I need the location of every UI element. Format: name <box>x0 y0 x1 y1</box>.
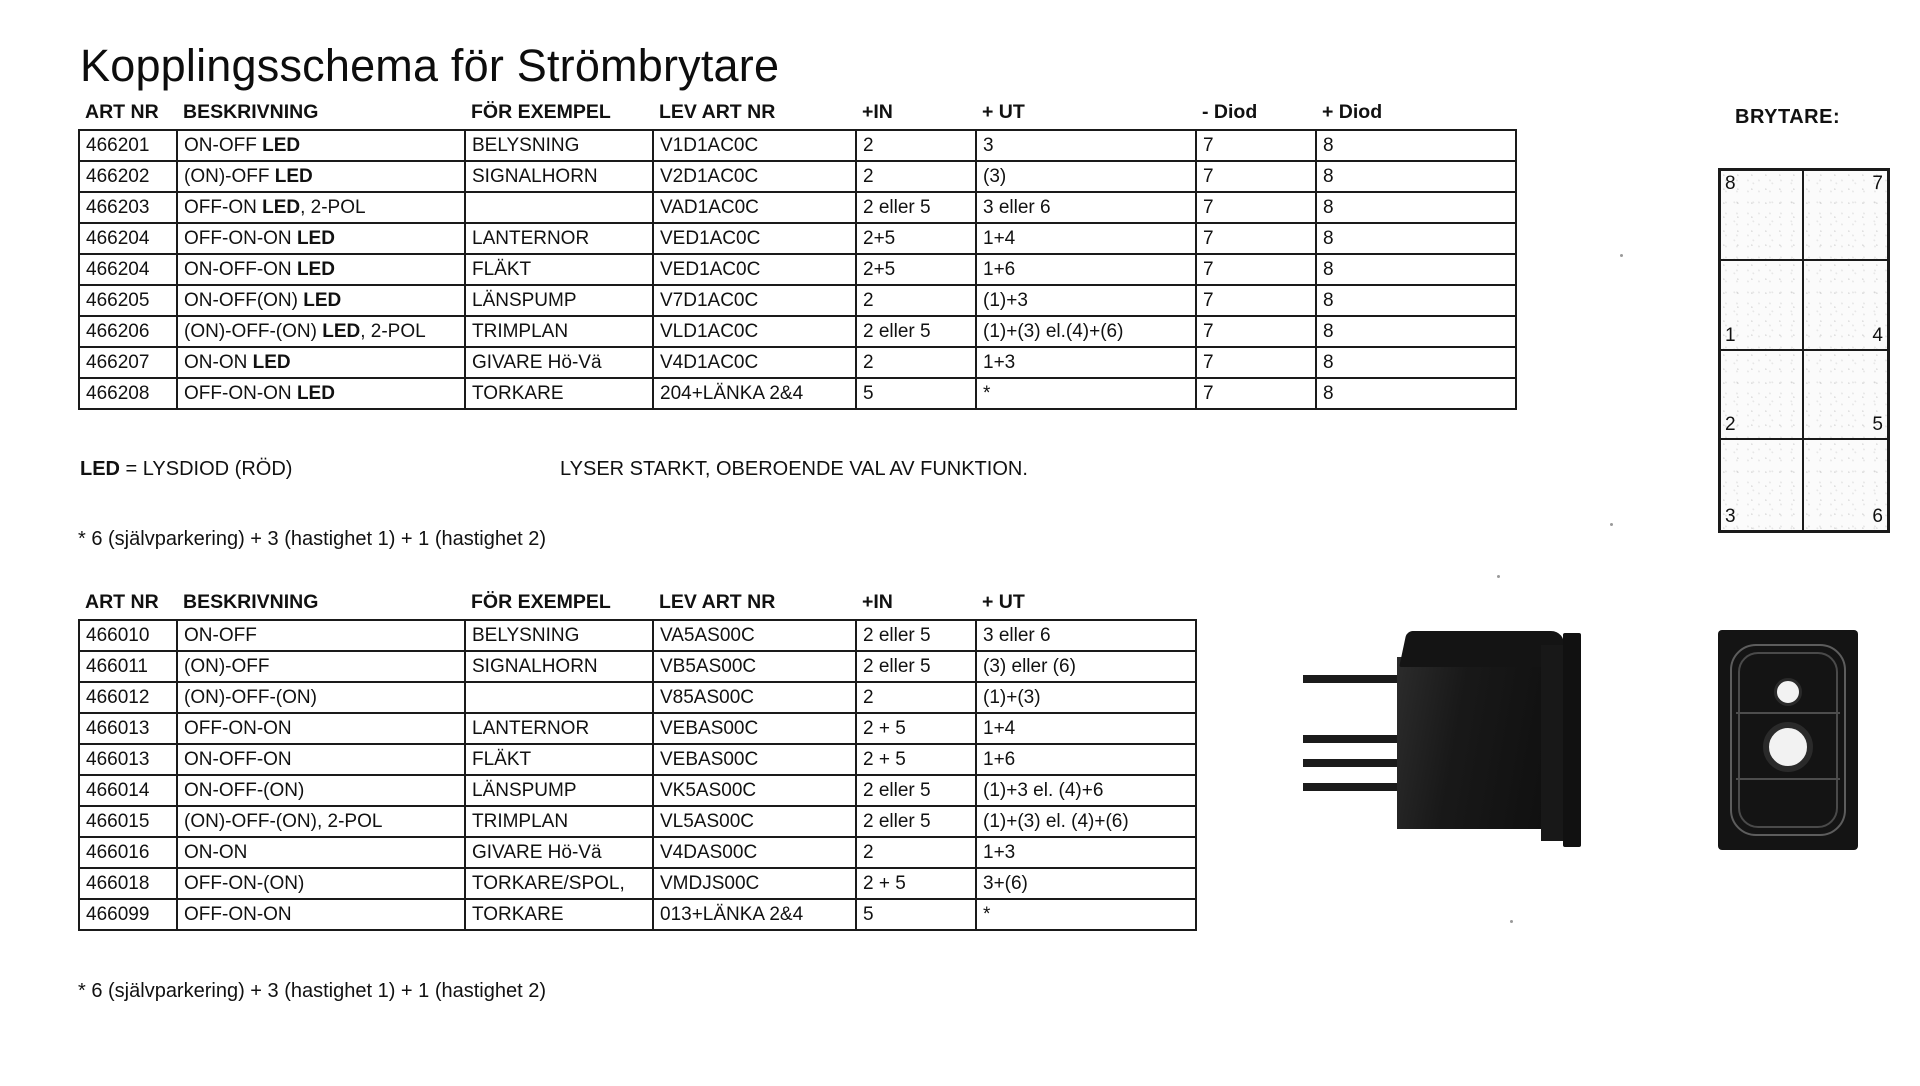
brytare-row-3 <box>1721 351 1887 441</box>
brytare-cell-2 <box>1721 351 1804 439</box>
table-cell: 3 <box>976 130 1196 161</box>
switch-terminal <box>1303 735 1399 743</box>
table-cell: 466012 <box>79 682 177 713</box>
scan-artifact <box>1497 575 1500 578</box>
brytare-cell-3 <box>1721 440 1804 530</box>
pin-label-6: 6 <box>1872 506 1883 527</box>
table-cell: VED1AC0C <box>653 223 856 254</box>
table-cell: (1)+(3) <box>976 682 1196 713</box>
table-cell: (ON)-OFF-(ON) LED, 2-POL <box>177 316 465 347</box>
table-cell: 2 eller 5 <box>856 651 976 682</box>
switch-front-line <box>1736 778 1840 780</box>
led-switch-table <box>78 98 1517 410</box>
table-cell: * <box>976 378 1196 409</box>
table-cell: OFF-ON-ON <box>177 899 465 930</box>
col-plus-diod: + Diod <box>1322 100 1383 123</box>
table-cell: 466204 <box>79 223 177 254</box>
led-table-wrapper <box>78 98 1517 410</box>
col-lev-art-nr: LEV ART NR <box>659 100 776 123</box>
pin-label-4: 4 <box>1872 324 1883 346</box>
table-row <box>79 899 1196 930</box>
table-cell: 466011 <box>79 651 177 682</box>
table-cell: TORKARE <box>465 378 653 409</box>
table-row <box>79 806 1196 837</box>
led-legend <box>80 458 292 481</box>
pin-label-2: 2 <box>1725 414 1736 436</box>
table-row <box>79 378 1516 409</box>
table-cell: FLÄKT <box>465 744 653 775</box>
table-cell: TRIMPLAN <box>465 806 653 837</box>
plain-asterisk-note: * 6 (självparkering) + 3 (hastighet 1) + 1 (hastighet 2) <box>78 980 547 1002</box>
table-row <box>79 285 1516 316</box>
table-cell: V4D1AC0C <box>653 347 856 378</box>
table-cell: LANTERNOR <box>465 713 653 744</box>
table-row <box>79 316 1516 347</box>
table-cell: 2+5 <box>856 254 976 285</box>
scan-artifact <box>1620 254 1623 257</box>
table-cell: 7 <box>1196 316 1316 347</box>
table-cell: LÄNSPUMP <box>465 775 653 806</box>
table-cell: VED1AC0C <box>653 254 856 285</box>
table-cell: 2 eller 5 <box>856 192 976 223</box>
table-cell: 2 <box>856 347 976 378</box>
table-cell: (1)+3 el. (4)+6 <box>976 775 1196 806</box>
table-cell: 1+6 <box>976 254 1196 285</box>
table-cell: 466018 <box>79 868 177 899</box>
table-cell: (1)+3 <box>976 285 1196 316</box>
table-cell: BELYSNING <box>465 130 653 161</box>
switch-front-view-image <box>1718 630 1858 850</box>
table-cell: 1+6 <box>976 744 1196 775</box>
brytare-cell-7 <box>1804 171 1887 259</box>
table-cell: VA5AS00C <box>653 620 856 651</box>
table-cell: 2 + 5 <box>856 744 976 775</box>
table-cell: 8 <box>1316 347 1516 378</box>
table-row <box>79 347 1516 378</box>
table-cell: V85AS00C <box>653 682 856 713</box>
table-row <box>79 868 1196 899</box>
page-title: Kopplingsschema för Strömbrytare <box>80 40 780 92</box>
switch-body-shading <box>1397 657 1545 829</box>
table-cell: ON-OFF-(ON) <box>177 775 465 806</box>
table-cell: (ON)-OFF-(ON) <box>177 682 465 713</box>
brytare-row-4 <box>1721 440 1887 530</box>
table-cell: 2+5 <box>856 223 976 254</box>
table-cell: VEBAS00C <box>653 713 856 744</box>
table-cell: 2 <box>856 837 976 868</box>
col-plus-in: +IN <box>862 590 893 613</box>
switch-side-view-image <box>1345 625 1620 850</box>
table-cell: 7 <box>1196 130 1316 161</box>
table-cell: BELYSNING <box>465 620 653 651</box>
table-cell: 466013 <box>79 744 177 775</box>
table-cell: ON-OFF-ON <box>177 744 465 775</box>
table-cell: 3 eller 6 <box>976 620 1196 651</box>
pin-label-3: 3 <box>1725 506 1736 527</box>
table-cell: ON-OFF LED <box>177 130 465 161</box>
table-cell: 2 <box>856 161 976 192</box>
table-cell: VAD1AC0C <box>653 192 856 223</box>
led-legend-text: = LYSDIOD (RÖD) <box>120 458 293 480</box>
col-beskrivning: BESKRIVNING <box>183 590 319 613</box>
table-cell: 466206 <box>79 316 177 347</box>
switch-terminal <box>1303 759 1399 767</box>
table-cell: 8 <box>1316 254 1516 285</box>
led-lyser-note: LYSER STARKT, OBEROENDE VAL AV FUNKTION. <box>560 458 1028 480</box>
table-cell: ON-OFF-ON LED <box>177 254 465 285</box>
led-legend-keyword: LED <box>80 458 120 480</box>
pin-label-5: 5 <box>1872 414 1883 436</box>
col-beskrivning: BESKRIVNING <box>183 100 319 123</box>
table-cell <box>465 682 653 713</box>
table-cell: (1)+(3) el.(4)+(6) <box>976 316 1196 347</box>
table-cell: VL5AS00C <box>653 806 856 837</box>
table-row <box>79 620 1196 651</box>
table-cell: (ON)-OFF-(ON), 2-POL <box>177 806 465 837</box>
table-cell: 466010 <box>79 620 177 651</box>
table-cell: 466099 <box>79 899 177 930</box>
table-cell: GIVARE Hö-Vä <box>465 347 653 378</box>
table-cell: * <box>976 899 1196 930</box>
table-cell: 1+3 <box>976 347 1196 378</box>
table-row <box>79 651 1196 682</box>
table-cell: 7 <box>1196 285 1316 316</box>
table-cell: 7 <box>1196 347 1316 378</box>
table-cell: 466207 <box>79 347 177 378</box>
table-cell: 7 <box>1196 378 1316 409</box>
brytare-cell-5 <box>1804 351 1887 439</box>
switch-front-small-button <box>1774 678 1802 706</box>
table-cell: OFF-ON-ON <box>177 713 465 744</box>
table-cell: VEBAS00C <box>653 744 856 775</box>
pin-label-8: 8 <box>1725 173 1736 194</box>
table-cell: 7 <box>1196 161 1316 192</box>
led-table-body <box>79 130 1516 409</box>
col-plus-ut: + UT <box>982 590 1025 613</box>
scan-artifact <box>1510 920 1513 923</box>
table-cell: 5 <box>856 899 976 930</box>
table-cell: 2 eller 5 <box>856 316 976 347</box>
table-cell: 2 eller 5 <box>856 775 976 806</box>
table-cell: SIGNALHORN <box>465 161 653 192</box>
col-plus-in: +IN <box>862 100 893 123</box>
switch-front-line <box>1736 712 1840 714</box>
table-header-row <box>79 98 1516 130</box>
brytare-pin-diagram <box>1718 168 1890 533</box>
table-cell: (ON)-OFF LED <box>177 161 465 192</box>
scan-artifact <box>1610 523 1613 526</box>
plain-table-wrapper <box>78 588 1197 931</box>
table-cell: 2 <box>856 285 976 316</box>
table-cell: 466201 <box>79 130 177 161</box>
table-cell: SIGNALHORN <box>465 651 653 682</box>
brytare-cell-1 <box>1721 261 1804 349</box>
table-cell: 2 eller 5 <box>856 620 976 651</box>
brytare-cell-6 <box>1804 440 1887 530</box>
table-cell: 1+4 <box>976 223 1196 254</box>
table-cell: LANTERNOR <box>465 223 653 254</box>
table-cell: (ON)-OFF <box>177 651 465 682</box>
table-cell: VK5AS00C <box>653 775 856 806</box>
table-cell: VLD1AC0C <box>653 316 856 347</box>
table-cell: TORKARE <box>465 899 653 930</box>
table-cell: 3+(6) <box>976 868 1196 899</box>
col-art-nr: ART NR <box>85 590 159 613</box>
col-plus-ut: + UT <box>982 100 1025 123</box>
table-cell: 466013 <box>79 713 177 744</box>
table-cell: VB5AS00C <box>653 651 856 682</box>
table-cell: (1)+(3) el. (4)+(6) <box>976 806 1196 837</box>
table-cell <box>465 192 653 223</box>
table-cell: 7 <box>1196 254 1316 285</box>
table-row <box>79 682 1196 713</box>
table-row <box>79 223 1516 254</box>
table-cell: 466015 <box>79 806 177 837</box>
switch-terminal <box>1303 783 1399 791</box>
table-cell: 8 <box>1316 316 1516 347</box>
table-cell: OFF-ON LED, 2-POL <box>177 192 465 223</box>
table-cell: V2D1AC0C <box>653 161 856 192</box>
plain-table-body <box>79 620 1196 930</box>
table-row <box>79 744 1196 775</box>
brytare-cell-4 <box>1804 261 1887 349</box>
brytare-cell-8 <box>1721 171 1804 259</box>
table-cell: GIVARE Hö-Vä <box>465 837 653 868</box>
col-art-nr: ART NR <box>85 100 159 123</box>
table-row <box>79 161 1516 192</box>
table-cell: 466016 <box>79 837 177 868</box>
brytare-label: BRYTARE: <box>1735 106 1841 128</box>
table-cell: V7D1AC0C <box>653 285 856 316</box>
table-cell: 2 <box>856 682 976 713</box>
table-cell: VMDJS00C <box>653 868 856 899</box>
table-cell: 5 <box>856 378 976 409</box>
table-row <box>79 837 1196 868</box>
table-header-row <box>79 588 1196 620</box>
col-lev-art-nr: LEV ART NR <box>659 590 776 613</box>
table-cell: ON-OFF <box>177 620 465 651</box>
switch-front-large-button <box>1763 722 1813 772</box>
table-row <box>79 192 1516 223</box>
table-cell: 204+LÄNKA 2&4 <box>653 378 856 409</box>
table-row <box>79 713 1196 744</box>
table-cell: 1+4 <box>976 713 1196 744</box>
table-row <box>79 130 1516 161</box>
table-cell: LÄNSPUMP <box>465 285 653 316</box>
table-cell: OFF-ON-(ON) <box>177 868 465 899</box>
table-cell: 7 <box>1196 223 1316 254</box>
led-asterisk-note: * 6 (självparkering) + 3 (hastighet 1) + 1 (hastighet 2) <box>78 528 547 550</box>
pin-label-7: 7 <box>1872 173 1883 194</box>
col-minus-diod: - Diod <box>1202 100 1258 123</box>
table-cell: ON-ON LED <box>177 347 465 378</box>
table-cell: 2 eller 5 <box>856 806 976 837</box>
table-cell: 8 <box>1316 161 1516 192</box>
table-cell: ON-ON <box>177 837 465 868</box>
table-cell: V4DAS00C <box>653 837 856 868</box>
table-cell: ON-OFF(ON) LED <box>177 285 465 316</box>
col-for-exempel: FÖR EXEMPEL <box>471 100 611 123</box>
table-cell: 8 <box>1316 192 1516 223</box>
pin-label-1: 1 <box>1725 324 1736 346</box>
table-cell: V1D1AC0C <box>653 130 856 161</box>
table-cell: OFF-ON-ON LED <box>177 378 465 409</box>
table-row <box>79 254 1516 285</box>
switch-bezel <box>1563 633 1581 847</box>
table-cell: 8 <box>1316 378 1516 409</box>
table-cell: (3) eller (6) <box>976 651 1196 682</box>
table-cell: 8 <box>1316 285 1516 316</box>
plain-switch-table <box>78 588 1197 931</box>
table-cell: TORKARE/SPOL, <box>465 868 653 899</box>
table-row <box>79 775 1196 806</box>
table-cell: 3 eller 6 <box>976 192 1196 223</box>
table-cell: FLÄKT <box>465 254 653 285</box>
table-cell: 466014 <box>79 775 177 806</box>
table-cell: 466208 <box>79 378 177 409</box>
table-cell: 013+LÄNKA 2&4 <box>653 899 856 930</box>
table-cell: 2 + 5 <box>856 713 976 744</box>
brytare-row-2 <box>1721 261 1887 351</box>
table-cell: 466204 <box>79 254 177 285</box>
table-cell: 8 <box>1316 223 1516 254</box>
table-cell: 2 <box>856 130 976 161</box>
table-cell: 2 + 5 <box>856 868 976 899</box>
brytare-row-1 <box>1721 171 1887 261</box>
table-cell: 8 <box>1316 130 1516 161</box>
table-cell: 466203 <box>79 192 177 223</box>
col-for-exempel: FÖR EXEMPEL <box>471 590 611 613</box>
table-cell: TRIMPLAN <box>465 316 653 347</box>
table-cell: 466205 <box>79 285 177 316</box>
table-cell: 1+3 <box>976 837 1196 868</box>
table-cell: (3) <box>976 161 1196 192</box>
table-cell: 7 <box>1196 192 1316 223</box>
switch-terminal <box>1303 675 1399 683</box>
table-cell: OFF-ON-ON LED <box>177 223 465 254</box>
table-cell: 466202 <box>79 161 177 192</box>
